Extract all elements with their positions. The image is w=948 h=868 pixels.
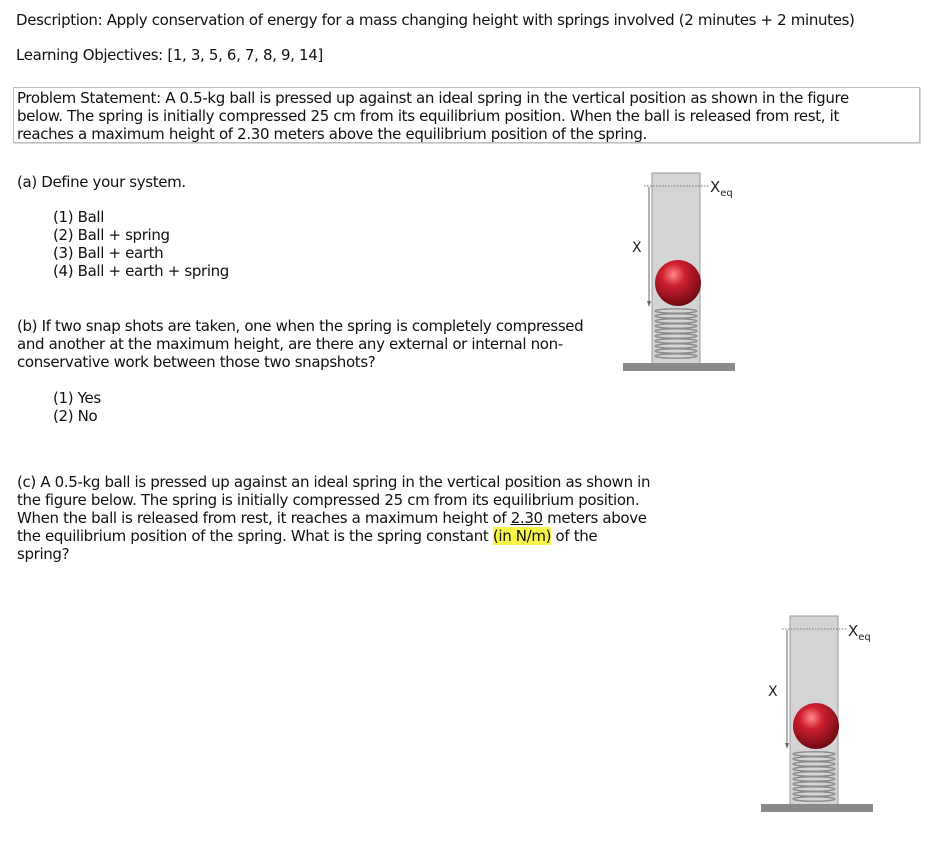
units-highlight: (in N/m) — [492, 527, 552, 545]
part-a-option-1[interactable] — [53, 208, 104, 226]
description-line — [16, 11, 855, 29]
description-text: Apply conservation of energy for a mass changing height with springs involved (2 minutes + 2 minutes) — [106, 11, 855, 29]
part-b-option-2[interactable] — [53, 407, 97, 425]
option-text: Ball + earth + spring — [77, 262, 229, 280]
option-text: Ball — [77, 208, 105, 226]
part-b-text-1: If two snap shots are taken, one when the spring is completely compressed — [41, 317, 584, 335]
objectives-text: [1, 3, 5, 6, 7, 8, 9, 14] — [167, 46, 323, 64]
ball — [655, 260, 701, 306]
part-c-label: (c) — [17, 473, 36, 491]
ball — [793, 703, 839, 749]
problem-line-1 — [17, 89, 849, 107]
problem-line-2: below. The spring is initially compressed 25 cm from its equilibrium position. When the ball is released from rest, it — [17, 107, 839, 125]
xeq-label: $X_{eq}$ — [848, 622, 871, 643]
spring-figure-2 — [758, 613, 888, 818]
part-a-option-3[interactable] — [53, 244, 163, 262]
option-text: Ball + spring — [77, 226, 170, 244]
compression-arrow-head — [785, 743, 789, 749]
part-c-line-5: spring? — [17, 545, 70, 563]
part-c-line-2: the figure below. The spring is initially compressed 25 cm from its equilibrium position. — [17, 491, 640, 509]
x-label: X — [632, 240, 642, 256]
problem-text-1: A 0.5-kg ball is pressed up against an ideal spring in the vertical position as shown in the figure — [165, 89, 849, 107]
part-b-line-3: conservative work between those two snapshots? — [17, 353, 376, 371]
objectives-line — [16, 46, 323, 64]
problem-line-3: reaches a maximum height of 2.30 meters above the equilibrium position of the spring. — [17, 125, 647, 143]
option-number: (3) — [53, 244, 74, 262]
problem-label: Problem Statement: — [17, 89, 161, 107]
option-number: (2) — [53, 226, 74, 244]
part-c-line-4 — [17, 527, 597, 545]
part-c-line-1 — [17, 473, 650, 491]
option-text: No — [77, 407, 98, 425]
part-c-line-3-start: When the ball is released from rest, it reaches a maximum height of — [17, 509, 511, 527]
option-number: (2) — [53, 407, 74, 425]
part-b-line-1 — [17, 317, 583, 335]
part-a-option-2[interactable] — [53, 226, 170, 244]
part-c-line-3 — [17, 509, 647, 527]
base-plate — [761, 804, 873, 812]
x-label: X — [768, 684, 778, 700]
part-c-text-1: A 0.5-kg ball is pressed up against an ideal spring in the vertical position as shown in — [40, 473, 651, 491]
base-plate — [623, 363, 735, 371]
part-a-label: (a) — [17, 173, 37, 191]
part-a-question — [17, 173, 186, 191]
spring-figure-1 — [620, 170, 750, 375]
problem-statement-box — [13, 87, 920, 143]
part-a-option-4[interactable] — [53, 262, 229, 280]
description-label: Description: — [16, 11, 103, 29]
option-number: (1) — [53, 208, 74, 226]
xeq-label: $X_{eq}$ — [710, 178, 733, 199]
part-c-line-3-end: meters above — [542, 509, 647, 527]
option-number: (4) — [53, 262, 74, 280]
part-b-label: (b) — [17, 317, 38, 335]
part-a-text: Define your system. — [41, 173, 186, 191]
part-c-line-4-end: of the — [551, 527, 598, 545]
option-text: Yes — [77, 389, 101, 407]
option-number: (1) — [53, 389, 74, 407]
part-c-line-4-start: the equilibrium position of the spring. What is the spring constant — [17, 527, 493, 545]
part-b-option-1[interactable] — [53, 389, 101, 407]
height-value-underlined: 2.30 — [510, 509, 543, 527]
objectives-label: Learning Objectives: — [16, 46, 163, 64]
part-b-line-2: and another at the maximum height, are there any external or internal non- — [17, 335, 563, 353]
compression-arrow-head — [647, 301, 651, 307]
option-text: Ball + earth — [77, 244, 164, 262]
